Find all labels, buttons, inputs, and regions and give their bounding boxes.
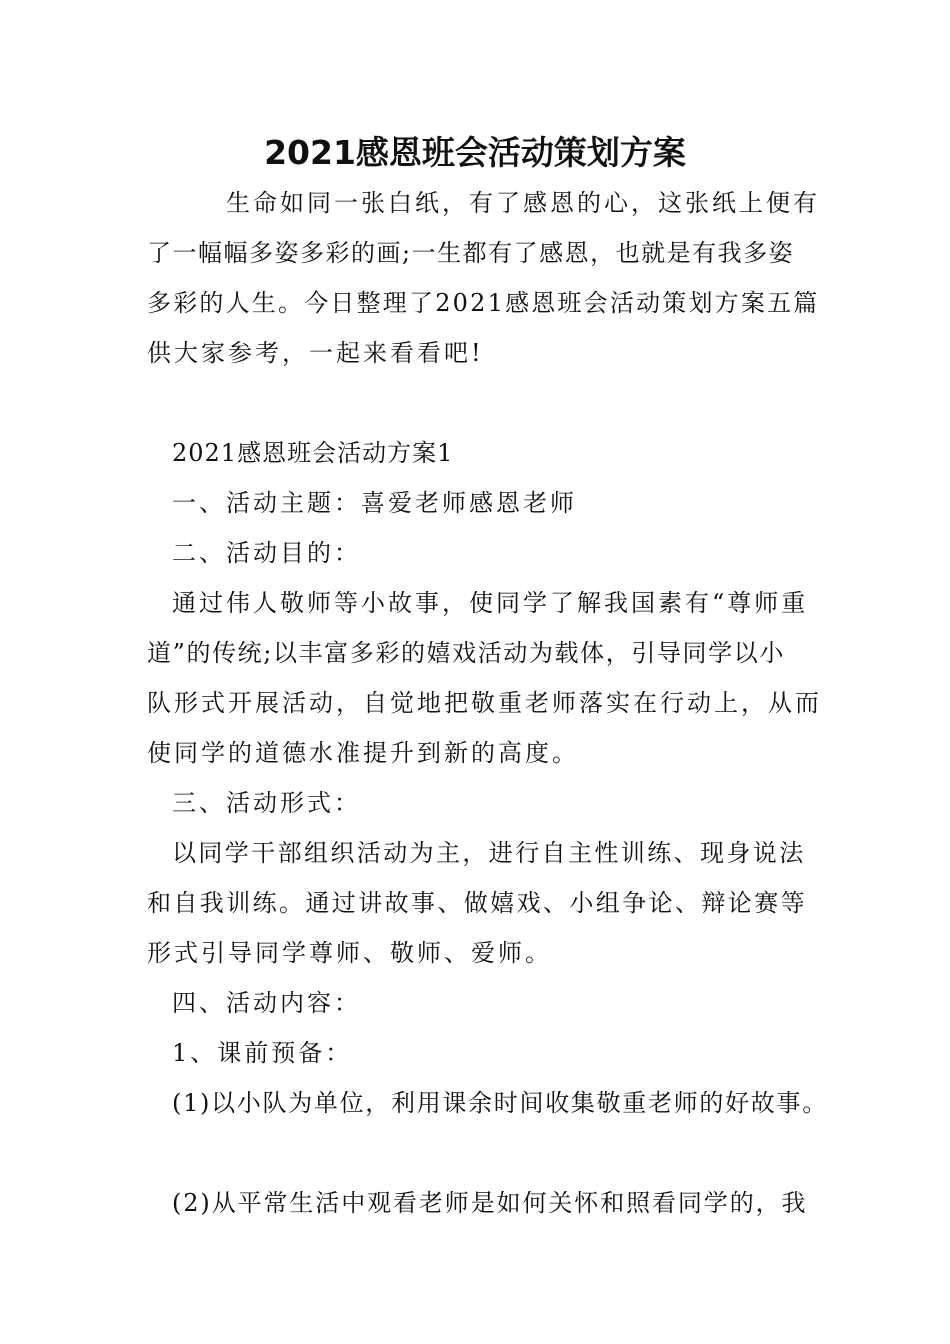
form-line-3: 形式引导同学尊师、敬师、爱师。 (147, 939, 552, 967)
purpose-line-2: 道”的传统;以丰富多彩的嬉戏活动为载体，引导同学以小 (147, 639, 785, 667)
item-purpose-heading: 二、活动目的： (172, 539, 361, 567)
purpose-line-4: 使同学的道德水准提升到新的高度。 (147, 739, 579, 767)
purpose-line-3: 队形式开展活动，自觉地把敬重老师落实在行动上，从而 (147, 689, 822, 717)
item-content-heading: 四、活动内容： (172, 989, 361, 1017)
prep-item-1: (1)以小队为单位，利用课余时间收集敬重老师的好故事。 (172, 1089, 828, 1117)
item-theme: 一、活动主题：喜爱老师感恩老师 (172, 489, 577, 517)
purpose-line-1: 通过伟人敬师等小故事，使同学了解我国素有“尊师重 (172, 589, 809, 617)
item-form-heading: 三、活动形式： (172, 789, 361, 817)
intro-line-1: 生命如同一张白纸，有了感恩的心，这张纸上便有 (226, 189, 820, 217)
prep-item-2: (2)从平常生活中观看老师是如何关怀和照看同学的，我 (172, 1189, 808, 1217)
section-title: 2021感恩班会活动方案1 (172, 439, 454, 467)
document-title: 2021感恩班会活动策划方案 (264, 133, 686, 172)
intro-line-4: 供大家参考，一起来看看吧! (147, 339, 484, 367)
sub-prep-heading: 1、课前预备： (172, 1039, 353, 1067)
form-line-1: 以同学干部组织活动为主，进行自主性训练、现身说法 (172, 839, 806, 867)
form-line-2: 和自我训练。通过讲故事、做嬉戏、小组争论、辩论赛等 (147, 889, 807, 917)
intro-line-3: 多彩的人生。今日整理了2021感恩班会活动策划方案五篇 (147, 289, 820, 317)
intro-line-2: 了一幅幅多姿多彩的画;一生都有了感恩，也就是有我多姿 (147, 239, 795, 267)
